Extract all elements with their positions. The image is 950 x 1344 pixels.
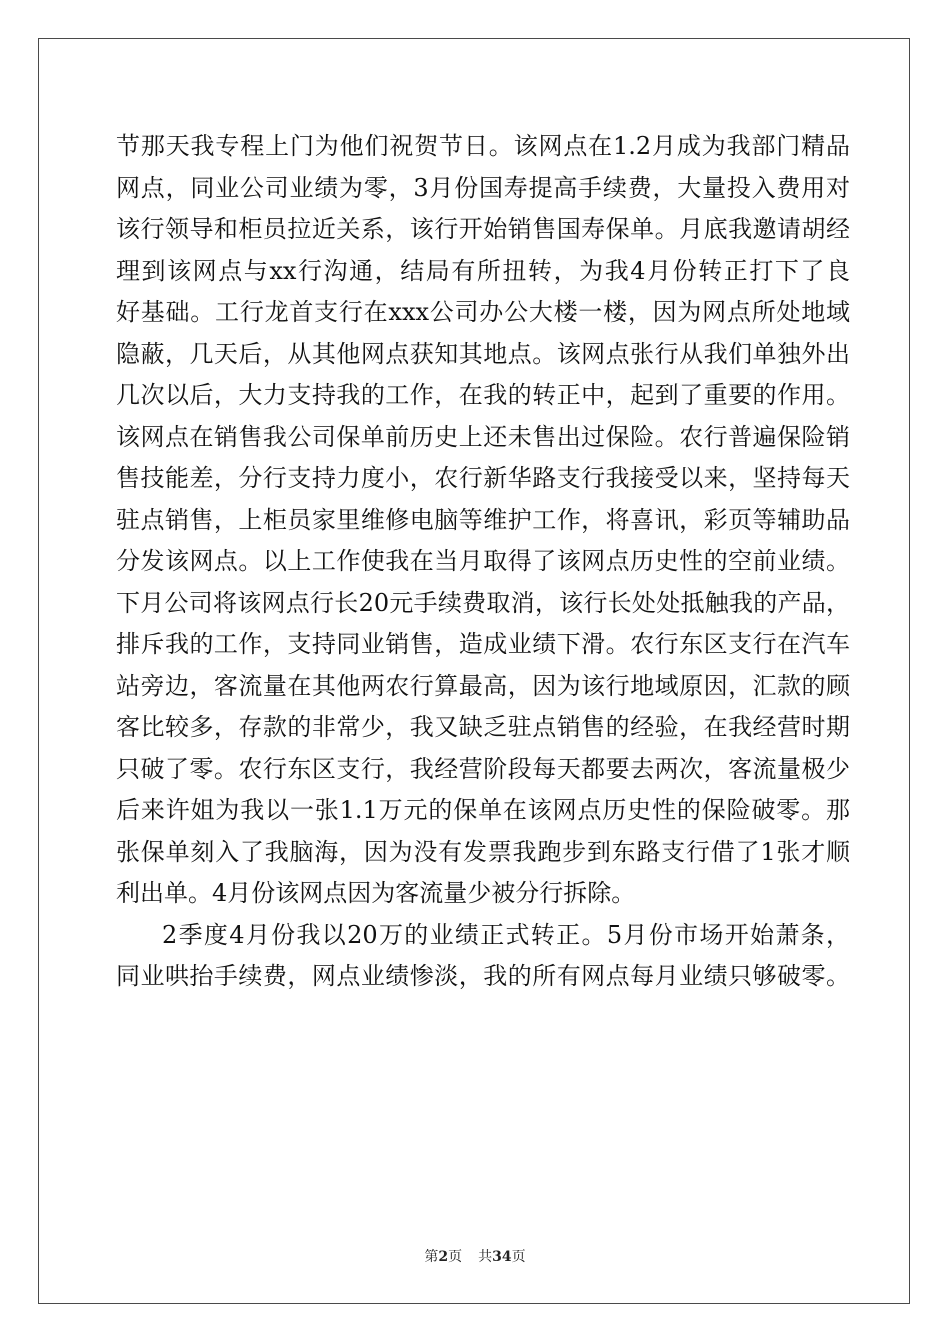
text-line: 下月公司将该网点行长20元手续费取消，该行长处处抵触我的产品， <box>116 588 850 617</box>
text-line: 驻点销售，上柜员家里维修电脑等维护工作，将喜讯，彩页等辅助品 <box>116 505 850 534</box>
text-line: 2季度4月份我以20万的业绩正式转正。5月份市场开始萧条， <box>162 920 850 949</box>
text-line: 分发该网点。以上工作使我在当月取得了该网点历史性的空前业绩。 <box>116 547 850 575</box>
text-line: 网点，同业公司业绩为零，3月份国寿提高手续费，大量投入费用对 <box>116 173 850 202</box>
text-line: 只破了零。农行东区支行，我经营阶段每天都要去两次，客流量极少 <box>116 754 850 783</box>
text-line: 后来许姐为我以一张1.1万元的保单在该网点历史性的保险破零。那 <box>116 796 850 824</box>
text-line: 节那天我专程上门为他们祝贺节日。该网点在1.2月成为我部门精品 <box>116 132 850 160</box>
document-body <box>116 126 850 998</box>
text-line: 隐蔽，几天后，从其他网点获知其地点。该网点张行从我们单独外出 <box>116 339 850 368</box>
total-pages: 34 <box>492 1249 512 1265</box>
page-suffix: 页 <box>448 1249 463 1265</box>
text-line: 几次以后，大力支持我的工作，在我的转正中，起到了重要的作用。 <box>116 381 850 409</box>
text-line: 排斥我的工作，支持同业销售，造成业绩下滑。农行东区支行在汽车 <box>116 630 850 658</box>
total-prefix: 共 <box>478 1249 493 1265</box>
text-line: 利出单。4月份该网点因为客流量少被分行拆除。 <box>116 879 636 907</box>
page-prefix: 第 <box>424 1249 439 1265</box>
text-line: 售技能差，分行支持力度小，农行新华路支行我接受以来，坚持每天 <box>116 464 850 492</box>
text-line: 理到该网点与xx行沟通，结局有所扭转，为我4月份转正打下了良 <box>116 256 850 285</box>
text-line: 同业哄抬手续费，网点业绩惨淡，我的所有网点每月业绩只够破零。 <box>116 962 850 990</box>
text-line: 张保单刻入了我脑海，因为没有发票我跑步到东路支行借了1张才顺 <box>116 837 850 866</box>
text-line: 该行领导和柜员拉近关系，该行开始销售国寿保单。月底我邀请胡经 <box>116 215 850 243</box>
text-line: 客比较多，存款的非常少，我又缺乏驻点销售的经验，在我经营时期 <box>116 713 850 741</box>
page-number: 2 <box>438 1249 449 1265</box>
text-line: 该网点在销售我公司保单前历史上还未售出过保险。农行普遍保险销 <box>116 422 850 451</box>
text-line: 好基础。工行龙首支行在xxx公司办公大楼一楼，因为网点所处地域 <box>116 298 850 326</box>
text-line: 站旁边，客流量在其他两农行算最高，因为该行地域原因，汇款的顾 <box>116 671 850 700</box>
page-footer <box>0 1246 950 1266</box>
total-suffix: 页 <box>511 1249 526 1265</box>
